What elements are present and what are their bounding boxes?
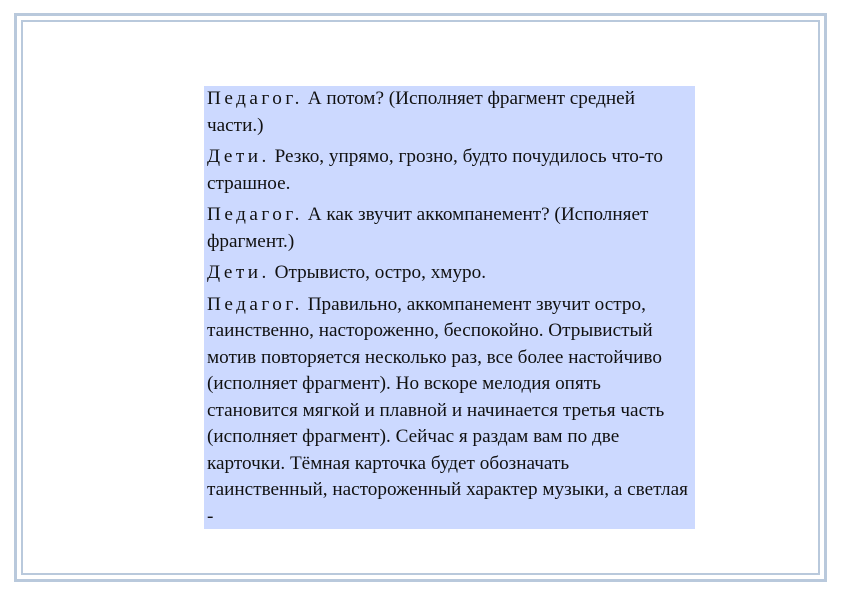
dialogue-text: Отрывисто, остро, хмуро. [269,262,487,283]
dialogue-paragraph [207,86,691,139]
dialogue-text: А потом? (Исполняет фрагмент средней части.) [207,88,635,136]
speaker-name: Педагог. [207,204,303,225]
speaker-name: Дети. [207,146,270,167]
dialogue-text: Резко, упрямо, грозно, будто почудилось что-то страшное. [207,146,663,194]
dialogue-paragraph [207,202,691,255]
dialogue-text: Правильно, аккомпанемент звучит остро, таинственно, настороженно, беспокойно. Отрывистый мотив повторяется несколько раз, все более настойчиво (исполняет фрагмент). Но вскоре мелодия опять становится мягкой и плавной и начинается третья часть (исполняет фрагмент). Сейчас я раздам вам по две карточки. Тёмная карточка будет обозначать таинственный, настороженный характер музыки, а светлая - [207,293,688,527]
dialogue-paragraph [207,144,691,197]
speaker-name: Дети. [207,262,270,283]
dialogue-text: А как звучит аккомпанемент? (Исполняет фрагмент.) [207,204,649,252]
speaker-name: Педагог. [207,88,303,109]
dialogue-paragraph [207,292,691,530]
dialogue-paragraph [207,260,691,287]
dialogue-text-box [204,86,695,529]
speaker-name: Педагог. [207,293,303,315]
